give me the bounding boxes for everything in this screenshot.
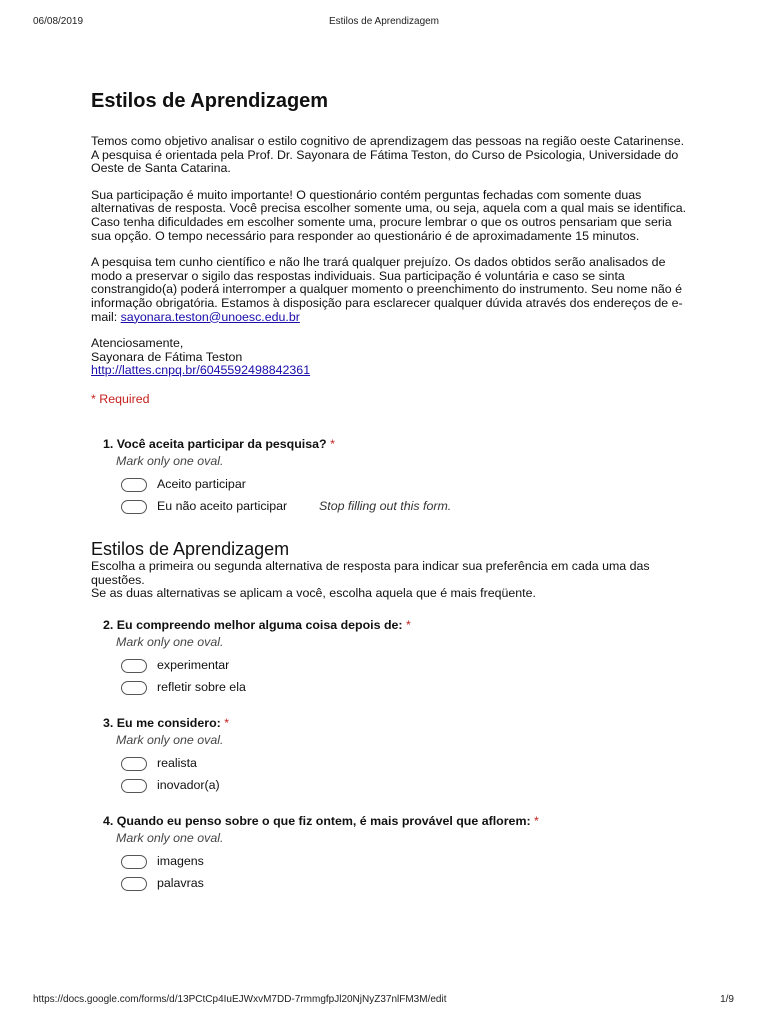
- option-label: realista: [157, 755, 197, 770]
- question-2: [91, 618, 691, 700]
- required-star: *: [224, 715, 230, 730]
- option-label: inovador(a): [157, 777, 220, 792]
- form-title: Estilos de Aprendizagem: [91, 90, 329, 112]
- radio-oval[interactable]: [121, 877, 147, 891]
- closing: Atenciosamente,: [91, 336, 184, 351]
- section-title: Estilos de Aprendizagem: [91, 538, 290, 559]
- section-description-2: Se as duas alternativas se aplicam a você, escolha aquela que é mais freqüente.: [91, 586, 536, 601]
- option-realista[interactable]: [121, 754, 691, 776]
- question-title: [103, 814, 691, 828]
- intro-paragraph-3: [91, 256, 691, 324]
- question-text: Eu compreendo melhor alguma coisa depois de:: [116, 617, 403, 632]
- option-label: experimentar: [157, 657, 230, 672]
- section-description-1: Escolha a primeira ou segunda alternativa de resposta para indicar sua preferência em cada uma das questões.: [91, 558, 650, 587]
- form-content: [91, 88, 691, 896]
- required-star: *: [534, 813, 539, 828]
- option-label: Aceito participar: [157, 476, 246, 491]
- author-name: Sayonara de Fátima Teston: [91, 349, 243, 364]
- question-hint: Mark only one oval.: [116, 830, 224, 845]
- intro-paragraph-2: Sua participação é muito importante! O questionário contém perguntas fechadas com somente duas alternativas de resposta. Você precisa escolher somente uma, ou seja, aquela com a qual mais se identifica. Caso tenha dificuldades em escolher somente uma, procure lembrar o que os outros pensariam que seria sua opção. O tempo necessário para responder ao questionário é de aproximadamente 15 minutos.: [91, 187, 687, 243]
- question-text: Eu me considero:: [116, 715, 221, 730]
- page-number: 1/9: [720, 994, 734, 1005]
- stop-note: Stop filling out this form.: [319, 498, 452, 513]
- required-star: *: [330, 436, 335, 451]
- print-title: Estilos de Aprendizagem: [328, 16, 440, 27]
- option-label: Eu não aceito participar: [157, 498, 288, 513]
- question-number: 2.: [103, 617, 114, 632]
- option-label: refletir sobre ela: [157, 679, 246, 694]
- print-url: https://docs.google.com/forms/d/13PCtCp4IuEJWxvM7DD-7rmmgfpJl20NjNyZ37nlFM3M/edit: [33, 994, 447, 1005]
- radio-oval[interactable]: [121, 757, 147, 771]
- question-hint: Mark only one oval.: [116, 453, 224, 468]
- question-title: [103, 437, 691, 451]
- radio-oval[interactable]: [121, 855, 147, 869]
- question-number: 3.: [103, 715, 114, 730]
- intro-paragraph-1: Temos como objetivo analisar o estilo cognitivo de aprendizagem das pessoas na região oeste Catarinense. A pesquisa é orientada pela Prof. Dr. Sayonara de Fátima Teston, do Curso de Psicologia, Universidade do Oeste de Santa Catarina.: [91, 134, 685, 176]
- question-title: [103, 716, 691, 730]
- question-number: 4.: [103, 813, 114, 828]
- radio-oval[interactable]: [121, 500, 147, 514]
- option-inovador[interactable]: [121, 776, 691, 798]
- option-palavras[interactable]: [121, 874, 691, 896]
- option-refletir[interactable]: [121, 678, 691, 700]
- print-date: 06/08/2019: [33, 16, 84, 27]
- radio-oval[interactable]: [121, 681, 147, 695]
- section-2: [91, 538, 691, 601]
- question-number: 1.: [103, 436, 114, 451]
- email-link[interactable]: sayonara.teston@unoesc.edu.br: [120, 309, 300, 324]
- radio-oval[interactable]: [121, 779, 147, 793]
- option-experimentar[interactable]: [121, 656, 691, 678]
- option-imagens[interactable]: [121, 852, 691, 874]
- lattes-link[interactable]: http://lattes.cnpq.br/6045592498842361: [91, 363, 311, 378]
- option-label: palavras: [157, 875, 204, 890]
- question-hint: Mark only one oval.: [116, 634, 224, 649]
- radio-oval[interactable]: [121, 478, 147, 492]
- question-text: Você aceita participar da pesquisa?: [116, 436, 327, 451]
- question-1: [91, 437, 691, 519]
- question-4: [91, 814, 691, 896]
- question-text: Quando eu penso sobre o que fiz ontem, é mais provável que aflorem:: [116, 813, 531, 828]
- question-hint: Mark only one oval.: [116, 732, 224, 747]
- radio-oval[interactable]: [121, 659, 147, 673]
- option-list: [121, 656, 691, 700]
- required-star: *: [406, 617, 411, 632]
- option-aceito[interactable]: [121, 475, 691, 497]
- option-list: [121, 852, 691, 896]
- required-note: * Required: [91, 391, 150, 406]
- option-nao-aceito[interactable]: [121, 497, 691, 519]
- option-label: imagens: [157, 853, 204, 868]
- option-list: [121, 754, 691, 798]
- intro-paragraph-3-text: A pesquisa tem cunho científico e não lhe trará qualquer prejuízo. Os dados obtidos serão analisados de modo a preservar o sigilo das respostas individuais. Sua participação é voluntária e caso se sinta constrangido(a) poderá interromper a qualquer momento o preenchimento do instrumento. Seu nome não é informação obrigatória. Estamos à disposição para esclarecer qualquer dúvida através dos endereços de e-mail:: [91, 255, 683, 324]
- question-title: [103, 618, 691, 632]
- option-list: [121, 475, 691, 519]
- question-3: [91, 716, 691, 798]
